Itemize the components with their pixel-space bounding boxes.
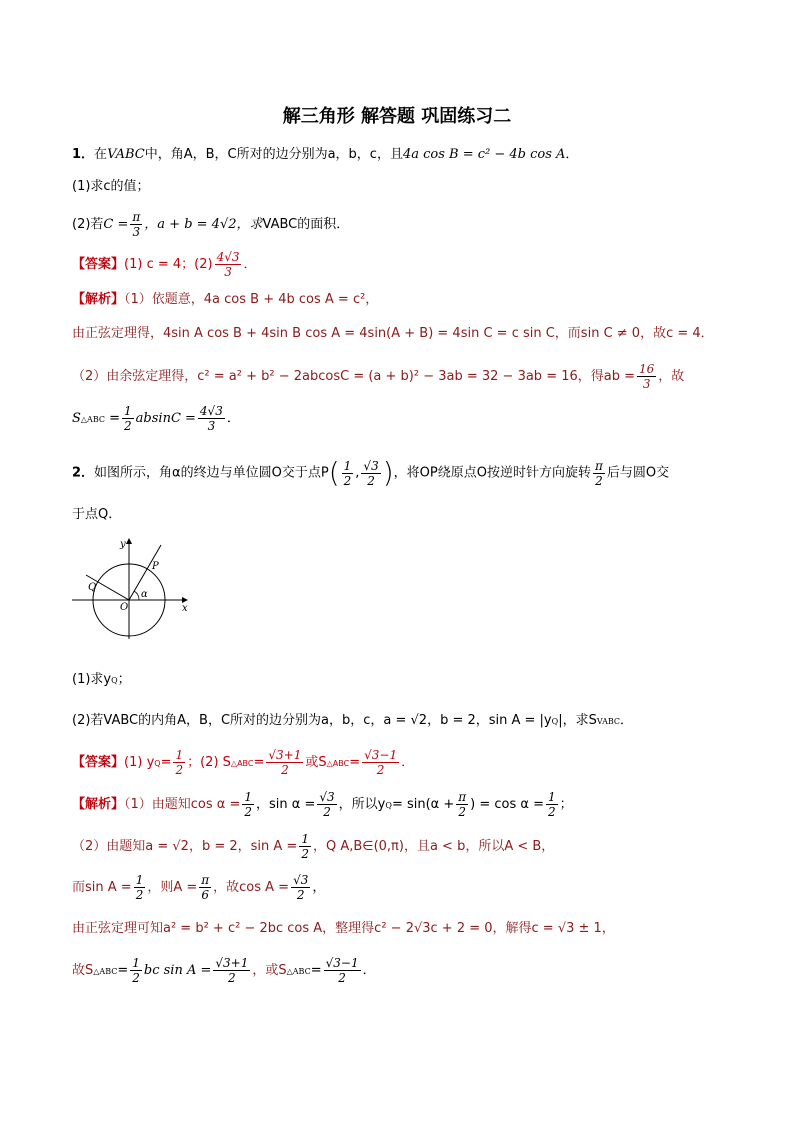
q2-stem: 2．如图所示，角α的终边与单位圆O交于点P( $\frac{1}{2}$ , $\frac{√3}{2}$ )，将OP绕原点O按逆时针方向旋转 $\frac{\pi}{2}$ 后与圆O交 <box>72 456 670 489</box>
label-y: y <box>120 539 126 550</box>
label-p: P <box>152 561 159 572</box>
fraction: $\frac{1}{2}$ <box>244 790 253 819</box>
fraction: $\frac{√3-1}{2}$ <box>325 956 359 985</box>
label-o: O <box>120 602 129 613</box>
q1-analysis-3: （2）由余弦定理得，c² = a² + b² − 2abcosC = (a + b)² − 3ab = 32 − 3ab = 16，得ab = $\frac{16}{3}$ ，故 <box>72 362 685 391</box>
q1-analysis-1: 【解析】（1）依题意，4a cos B + 4b cos A = c²， <box>72 292 379 307</box>
page-title: 解三角形 解答题 巩固练习二 <box>282 106 512 127</box>
answer-label: 【答案】 <box>72 755 125 770</box>
answer-label: 【答案】 <box>72 257 125 272</box>
q2-part2: (2)若VABC的内角A，B，C所对的边分别为a，b，c，a = √2，b = 2，sin A = |yQ|，求SVABC． <box>72 713 634 728</box>
q2-analysis-3: 而sin A = $\frac{1}{2}$ ，则A = $\frac{\pi}{6}$ ，故cos A = $\frac{√3}{2}$ ， <box>72 873 326 902</box>
q1-number: 1． <box>72 147 95 162</box>
fraction: $\frac{1}{2}$ <box>135 873 144 902</box>
fraction: $\frac{1}{2}$ <box>343 458 352 488</box>
q1-answer: 【答案】(1) c = 4；(2) $\frac{4√3}{3}$ ． <box>72 250 257 279</box>
q1-stem: 1．在VABC中，角A，B，C所对的边分别为a，b，c，且4a cos B = c² − 4b cos A． <box>72 147 579 162</box>
q2-answer: 【答案】(1) yQ= $\frac{1}{2}$ ；(2) S△ABC= $\frac{√3+1}{2}$ 或S△ABC= $\frac{√3-1}{2}$ ． <box>72 748 415 777</box>
analysis-label: 【解析】 <box>72 797 125 812</box>
fraction: $\frac{1}{2}$ <box>301 832 309 861</box>
q2-stem-line2: 于点Q． <box>72 507 122 522</box>
fraction: $\frac{√3+1}{2}$ <box>215 956 249 985</box>
fraction: $\frac{√3}{2}$ <box>363 458 379 488</box>
label-x: x <box>182 603 188 614</box>
q2-analysis-2: （2）由题知a = √2，b = 2，sin A = $\frac{1}{2}$ ，Q A,B∈(0,π)，且a < b，所以A < B， <box>72 832 555 861</box>
fraction: $\frac{\pi}{2}$ <box>458 790 467 819</box>
q1-analysis-2: 由正弦定理得，4sin A cos B + 4sin B cos A = 4sin(A + B) = 4sin C = c sin C，而sin C ≠ 0，故c = 4． <box>72 326 714 341</box>
unit-circle-figure <box>70 535 195 640</box>
q2-analysis-4: 由正弦定理可知a² = b² + c² − 2bc cos A，整理得c² − 2√3c + 2 = 0，解得c = √3 ± 1， <box>72 921 615 936</box>
fraction: $\frac{1}{2}$ <box>175 748 184 777</box>
angle-arc <box>134 591 139 600</box>
fraction: $\frac{√3-1}{2}$ <box>364 748 398 777</box>
fraction: $\frac{\pi}{2}$ <box>594 458 603 488</box>
fraction: $\frac{\pi}{6}$ <box>201 873 210 902</box>
label-alpha: α <box>141 589 148 600</box>
y-axis-arrow <box>126 538 132 544</box>
analysis-label: 【解析】 <box>72 292 125 307</box>
q2-number: 2． <box>72 465 95 481</box>
fraction: $\frac{√3}{2}$ <box>319 790 335 819</box>
fraction: $\frac{1}{2}$ <box>132 956 140 985</box>
q2-analysis-1: 【解析】（1）由题知cos α = $\frac{1}{2}$ ，sin α = $\frac{√3}{2}$ ，所以yQ= sin(α + $\frac{\pi}{2}$ ) = cos α = $\frac{1}{2}$ ； <box>72 790 573 819</box>
fraction: $\frac{16}{3}$ <box>639 362 655 391</box>
q1-part1: (1)求c的值； <box>72 179 150 194</box>
q2-part1: (1)求yQ； <box>72 672 131 687</box>
fraction: $\frac{\pi}{3}$ <box>132 210 141 239</box>
q2-analysis-5: 故S△ABC= $\frac{1}{2}$ bc sin A = $\frac{√3+1}{2}$ ，或S△ABC= $\frac{√3-1}{2}$ ． <box>72 956 376 985</box>
fraction: $\frac{4√3}{3}$ <box>199 404 223 433</box>
fraction: $\frac{4√3}{3}$ <box>216 250 240 279</box>
fraction: $\frac{√3}{2}$ <box>293 873 309 902</box>
fraction: $\frac{√3+1}{2}$ <box>268 748 302 777</box>
fraction: $\frac{1}{2}$ <box>548 790 556 819</box>
fraction: $\frac{1}{2}$ <box>124 404 132 433</box>
label-q: Q <box>88 582 97 593</box>
q1-analysis-4: S△ABC = $\frac{1}{2}$ absinC = $\frac{4√3}{3}$ ． <box>72 404 240 433</box>
q1-part2: (2)若C = $\frac{\pi}{3}$ ，a + b = 4√2，求VABC的面积． <box>72 210 350 239</box>
